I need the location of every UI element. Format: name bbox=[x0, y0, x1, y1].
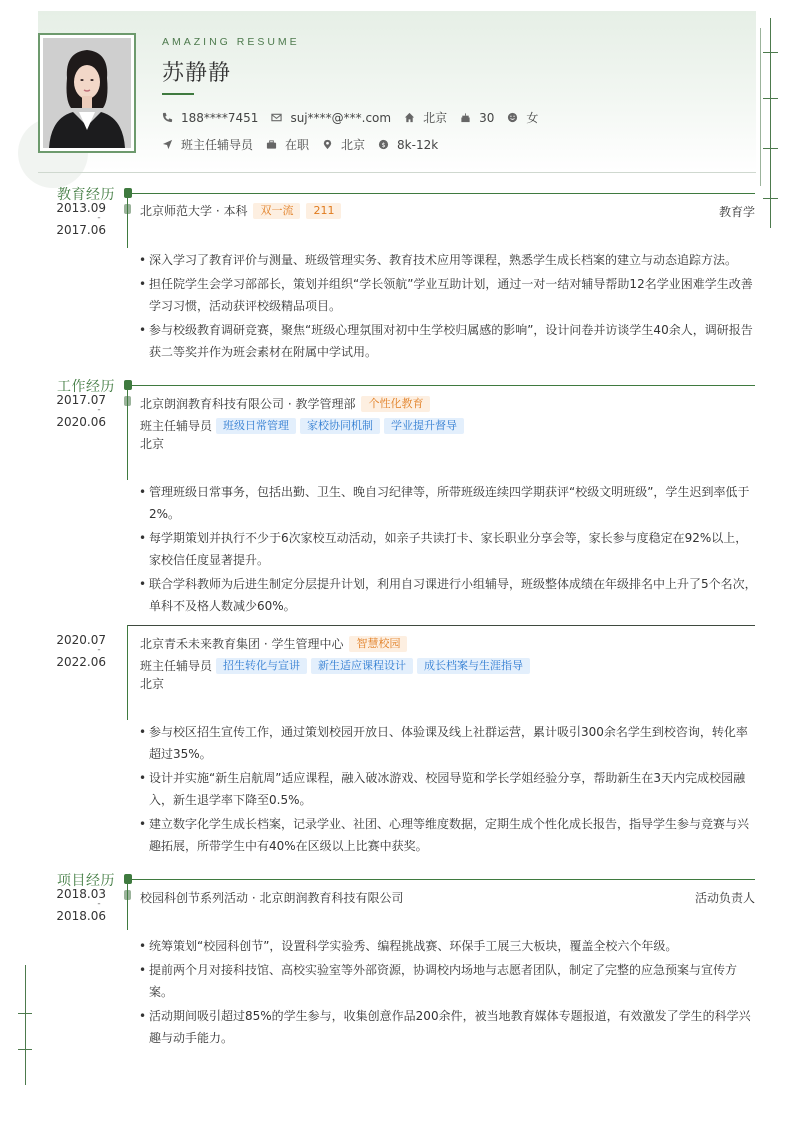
date-separator: - bbox=[97, 213, 101, 223]
date-range bbox=[40, 887, 106, 923]
company-tag: 个性化教育 bbox=[361, 396, 430, 412]
phone-text: 188****7451 bbox=[181, 110, 259, 125]
end-date: 2020.06 bbox=[56, 415, 106, 429]
list-item: • 参与校级教育调研竞赛，聚焦“班级心理氛围对初中生学校归属感的影响”，设计问卷并访谈学生40余人，调研报告获二等奖并作为班会素材在附属中学试用。 bbox=[137, 319, 757, 363]
start-date: 2020.07 bbox=[56, 633, 106, 647]
section-divider bbox=[132, 193, 755, 194]
svg-text:$: $ bbox=[381, 140, 386, 149]
decorative-tick bbox=[763, 52, 778, 53]
list-item: • 每学期策划并执行不少于6次家校互动活动，如亲子共读打卡、家长职业分享会等，家长参与度稳定在92%以上，家校信任度显著提升。 bbox=[137, 527, 757, 571]
project-role: 活动负责人 bbox=[694, 891, 755, 905]
role-name: 班主任辅导员 bbox=[140, 419, 213, 433]
target-city-text: 北京 bbox=[341, 138, 366, 152]
city-text: 北京 bbox=[423, 111, 448, 125]
company-name: 北京朗润教育科技有限公司 · 教学管理部 bbox=[140, 397, 356, 411]
email-item bbox=[271, 111, 391, 125]
profile-photo bbox=[38, 33, 136, 153]
send-icon bbox=[162, 139, 173, 150]
decorative-tick bbox=[763, 98, 778, 99]
list-item: • 参与校区招生宣传工作，通过策划校园开放日、体验课及线上社群运营，累计吸引300余名学生到校咨询，转化率超过35%。 bbox=[137, 721, 757, 765]
money-icon bbox=[378, 139, 389, 150]
decorative-tick bbox=[763, 198, 778, 199]
date-separator: - bbox=[97, 899, 101, 909]
start-date: 2017.07 bbox=[56, 393, 106, 407]
status-text: 在职 bbox=[285, 138, 310, 152]
role-name: 班主任辅导员 bbox=[140, 659, 213, 673]
list-item: • 管理班级日常事务，包括出勤、卫生、晚自习纪律等，所带班级连续四学期获评“校级文明班级”，学生迟到率低于2%。 bbox=[137, 481, 757, 525]
timeline-bar bbox=[127, 625, 128, 720]
resume-tagline: AMAZING RESUME bbox=[162, 36, 300, 48]
date-range bbox=[40, 633, 106, 669]
decorative-tick bbox=[18, 1049, 32, 1050]
work-location: 北京 bbox=[140, 437, 165, 451]
briefcase-icon bbox=[266, 139, 277, 150]
company-tag: 智慧校园 bbox=[349, 636, 407, 652]
list-item: • 提前两个月对接科技馆、高校实验室等外部资源，协调校内场地与志愿者团队，制定了完整的应急预案与宣传方案。 bbox=[137, 959, 757, 1003]
work-location: 北京 bbox=[140, 677, 165, 691]
age-item bbox=[460, 111, 494, 125]
list-item: • 担任院学生会学习部部长，策划并组织“学长领航”学业互助计划，通过一对一结对辅导帮助12名学业困难学生改善学习习惯，活动获评校级精品项目。 bbox=[137, 273, 757, 317]
section-title-education: 教育经历 bbox=[57, 187, 115, 203]
status-item bbox=[266, 136, 309, 153]
work-bullets bbox=[137, 721, 757, 859]
project-title bbox=[140, 889, 403, 906]
start-date: 2018.03 bbox=[56, 887, 106, 901]
date-range bbox=[40, 201, 106, 237]
section-marker bbox=[124, 188, 132, 198]
salary-text: 8k-12k bbox=[397, 137, 439, 152]
list-item: • 统筹策划“校园科创节”，设置科学实验秀、编程挑战赛、环保手工展三大板块，覆盖全校六个年级。 bbox=[137, 935, 757, 957]
company-name: 北京青禾未来教育集团 · 学生管理中心 bbox=[140, 637, 344, 651]
gender-text: 女 bbox=[526, 111, 539, 125]
contact-info-row bbox=[162, 109, 551, 126]
work-bullets bbox=[137, 481, 757, 619]
section-divider bbox=[132, 879, 755, 880]
smile-icon bbox=[507, 112, 518, 123]
work-title bbox=[140, 395, 430, 412]
list-item: • 建立数字化学生成长档案，记录学业、社团、心理等维度数据，定期生成个性化成长报告，指导学生参与竞赛与兴趣拓展，所带学生中有40%在区级以上比赛中获奖。 bbox=[137, 813, 757, 857]
position-item bbox=[162, 136, 253, 153]
section-divider bbox=[132, 385, 755, 386]
job-intent-row bbox=[162, 136, 451, 153]
target-city-item bbox=[322, 136, 365, 153]
skill-tag: 家校协同机制 bbox=[300, 418, 380, 434]
mail-icon bbox=[271, 112, 282, 123]
school-tag: 211 bbox=[306, 203, 341, 219]
list-item: • 设计并实施“新生启航周”适应课程，融入破冰游戏、校园导览和学长学姐经验分享，帮助新生在3天内完成校园融入，新生退学率下降至0.5%。 bbox=[137, 767, 757, 811]
school-name: 北京师范大学 · 本科 bbox=[140, 204, 248, 218]
location-pin-icon bbox=[322, 139, 333, 150]
entry-divider bbox=[128, 625, 755, 626]
skill-tag: 学业提升督导 bbox=[384, 418, 464, 434]
decorative-line bbox=[770, 18, 771, 228]
project-bullets bbox=[137, 935, 757, 1051]
age-text: 30 bbox=[479, 110, 495, 125]
list-item: • 联合学科教师为后进生制定分层提升计划，利用自习课进行小组辅导，班级整体成绩在年级排名中上升了5个名次，单科不及格人数减少60%。 bbox=[137, 573, 757, 617]
candidate-name: 苏静静 bbox=[162, 61, 232, 86]
role-row bbox=[140, 417, 464, 434]
education-title bbox=[140, 202, 341, 219]
section-marker bbox=[124, 380, 132, 390]
salary-item bbox=[378, 138, 438, 152]
date-separator: - bbox=[97, 405, 101, 415]
section-marker bbox=[124, 874, 132, 884]
skill-tag: 新生适应课程设计 bbox=[311, 658, 413, 674]
decorative-tick bbox=[18, 1013, 32, 1014]
birthday-cake-icon bbox=[460, 112, 471, 123]
email-text: suj****@***.com bbox=[290, 110, 392, 125]
list-item: • 活动期间吸引超过85%的学生参与，收集创意作品200余件，被当地教育媒体专题报道，有效激发了学生的科学兴趣与动手能力。 bbox=[137, 1005, 757, 1049]
end-date: 2017.06 bbox=[56, 223, 106, 237]
decorative-tick bbox=[763, 148, 778, 149]
timeline-bar bbox=[127, 390, 128, 480]
date-range bbox=[40, 393, 106, 429]
home-icon bbox=[404, 112, 415, 123]
school-tag: 双一流 bbox=[253, 203, 300, 219]
phone-item bbox=[162, 111, 258, 125]
gender-item bbox=[507, 109, 538, 126]
skill-tag: 班级日常管理 bbox=[216, 418, 296, 434]
phone-icon bbox=[162, 112, 173, 123]
header-divider bbox=[38, 172, 756, 173]
end-date: 2018.06 bbox=[56, 909, 106, 923]
date-separator: - bbox=[97, 645, 101, 655]
skill-tag: 成长档案与生涯指导 bbox=[417, 658, 530, 674]
decorative-line bbox=[760, 28, 761, 186]
avatar bbox=[43, 38, 131, 148]
name-underline bbox=[162, 93, 194, 95]
decorative-line bbox=[25, 965, 26, 1085]
timeline-bar bbox=[127, 198, 128, 248]
end-date: 2022.06 bbox=[56, 655, 106, 669]
position-text: 班主任辅导员 bbox=[181, 138, 254, 152]
education-bullets bbox=[137, 249, 757, 365]
start-date: 2013.09 bbox=[56, 201, 106, 215]
role-row bbox=[140, 657, 530, 674]
major: 教育学 bbox=[718, 205, 755, 219]
list-item: • 深入学习了教育评价与测量、班级管理实务、教育技术应用等课程，熟悉学生成长档案的建立与动态追踪方法。 bbox=[137, 249, 757, 271]
section-title-projects: 项目经历 bbox=[57, 873, 115, 889]
timeline-bar bbox=[127, 884, 128, 930]
skill-tag: 招生转化与宣讲 bbox=[216, 658, 307, 674]
section-title-work: 工作经历 bbox=[57, 379, 115, 395]
work-title bbox=[140, 635, 407, 652]
city-item bbox=[404, 109, 447, 126]
project-name: 校园科创节系列活动 · 北京朗润教育科技有限公司 bbox=[140, 891, 404, 905]
